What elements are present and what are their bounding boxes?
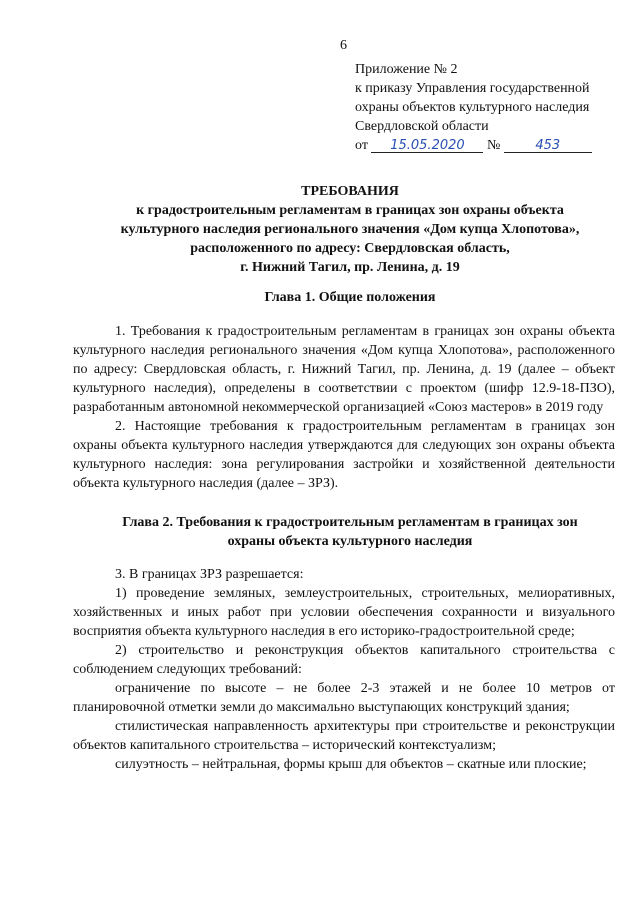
paragraph-6: ограничение по высоте – не более 2-3 этажей и не более 10 метров от планировочной отметки земли до максимально выступающих конструкций здания;: [73, 681, 615, 715]
paragraph-2: 2. Настоящие требования к градостроительным регламентам в границах зон охраны объекта культурного наследия утверждаются для следующих зон охраны объекта культурного наследия: зона регулирования застройки и хозяйственной деятельности объекта культурного наследия (далее – ЗРЗ).: [73, 419, 615, 491]
appendix-line-1: Приложение № 2: [355, 62, 458, 77]
handwritten-date: 15.05.2020: [371, 136, 483, 153]
title-heading: ТРЕБОВАНИЯ: [301, 184, 399, 199]
chapter-1-title: Глава 1. Общие положения: [264, 290, 436, 305]
chapter-2-title-line-2: охраны объекта культурного наследия: [227, 534, 473, 549]
paragraph-5: 2) строительство и реконструкция объектов капитального строительства с соблюдением следующих требований:: [73, 643, 615, 677]
page-number: 6: [340, 38, 347, 53]
chapter-1-body: [73, 322, 615, 493]
appendix-date-line: [355, 136, 592, 155]
handwritten-number: 453: [504, 136, 592, 153]
title-line-1: к градостроительным регламентам в границах зон охраны объекта: [136, 203, 564, 218]
appendix-line-4: Свердловской области: [355, 119, 489, 134]
chapter-2-title-line-1: Глава 2. Требования к градостроительным регламентам в границах зон: [122, 515, 578, 530]
appendix-line-2: к приказу Управления государственной: [355, 81, 590, 96]
paragraph-3: 3. В границах ЗРЗ разрешается:: [115, 567, 304, 582]
appendix-line-3: охраны объектов культурного наследия: [355, 100, 590, 115]
paragraph-7: стилистическая направленность архитектуры при строительстве и реконструкции объектов капитального строительства – исторический контекстуализм;: [73, 719, 615, 753]
number-label: №: [486, 138, 501, 153]
document-title: [60, 182, 640, 277]
paragraph-8: силуэтность – нейтральная, формы крыш для объектов – скатные или плоские;: [115, 757, 587, 772]
title-line-3: расположенного по адресу: Свердловская область,: [190, 241, 510, 256]
chapter-2-title: [60, 513, 640, 551]
title-line-4: г. Нижний Тагил, пр. Ленина, д. 19: [240, 260, 460, 275]
appendix-block: [355, 60, 592, 155]
date-prefix: от: [355, 138, 368, 153]
chapter-2-body: [73, 565, 615, 774]
paragraph-1: 1. Требования к градостроительным регламентам в границах зон охраны объекта культурного наследия регионального значения «Дом купца Хлопотова», расположенного по адресу: Свердловская область, г. Нижний Тагил, пр. Ленина, д. 19 (далее – объект культурного наследия), определены в соответствии с проектом (шифр 12.9-18-ПЗО), разработанным автономной некоммерческой организацией «Союз мастеров» в 2019 году: [73, 324, 615, 415]
paragraph-4: 1) проведение земляных, землеустроительных, строительных, мелиоративных, хозяйственных и иных работ при условии обеспечения сохранности и визуального восприятия объекта культурного наследия в его историко-градостроительной среде;: [73, 586, 615, 639]
title-line-2: культурного наследия регионального значения «Дом купца Хлопотова»,: [120, 222, 580, 237]
